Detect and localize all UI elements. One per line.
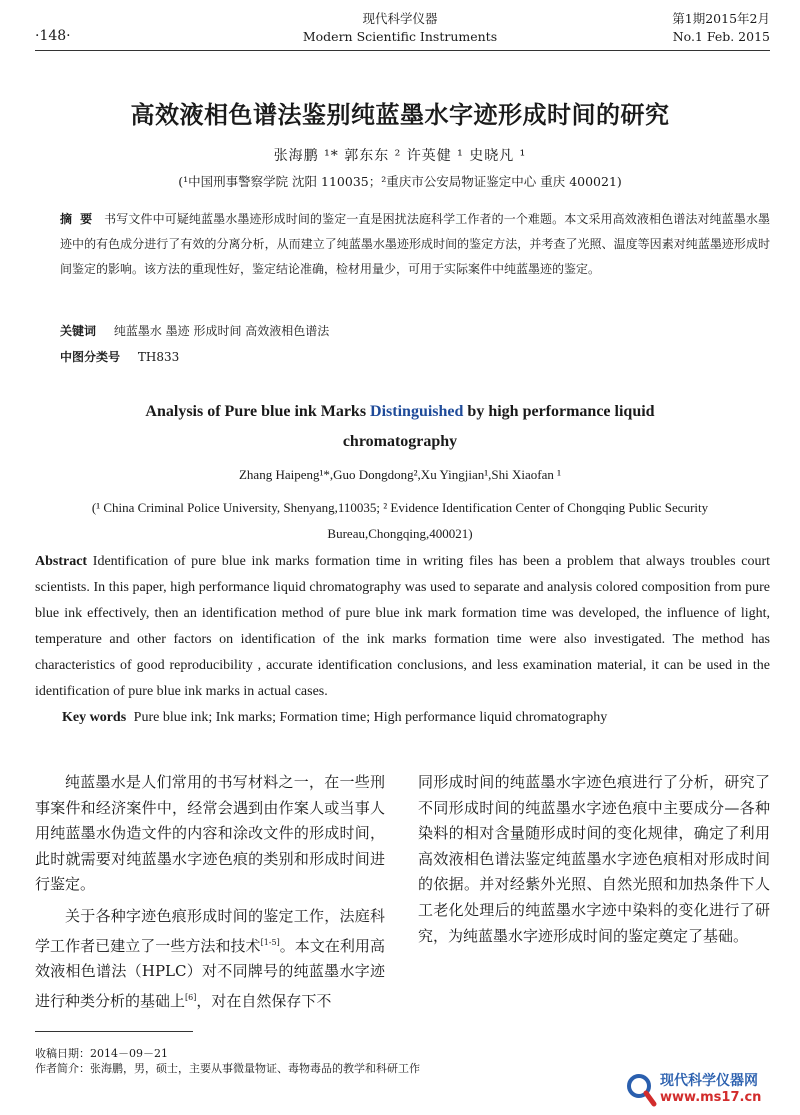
journal-name-cn: 现代科学仪器 [362,11,438,26]
affiliation-cn: (¹中国刑事警察学院 沈阳 110035；²重庆市公安局物证鉴定中心 重庆 400021) [178,174,622,189]
abstract-en-text: Identification of pure blue ink marks formation time in writing files has been a problem that always troubles court scientists. In this paper, high performance liquid chromatography was used to separate and analysis colored composition from pure blue ink effectively, then an identification method of pure blue ink mark formation time was developed, the influence of light, temperature and other factors on identification of the ink marks formation time were also investigated. The method has characteristics of good reproducibility , accurate identification conclusions, and less examination material, it can be used in the identification of pure blue ink marks in actual cases. [35,554,771,699]
body-text: 。本文在利用高效液相色谱法（HPLC）对不同牌号的纯蓝墨水字迹进行种类分析的基础上 [35,936,385,1010]
footnote-received: 收稿日期：2014－09－21 [35,1047,168,1060]
abstract-cn-label: 摘要 [60,212,101,226]
keywords-en-text: Pure blue ink; Ink marks; Formation time; High performance liquid chromatography [133,710,608,725]
issue-info [600,10,770,46]
classification-cn-text: TH833 [137,350,180,364]
authors-en: Zhang Haipeng¹*,Guo Dongdong²,Xu Yingjian¹,Shi Xiaofan ¹ [238,467,561,482]
watermark-text: 现代科学仪器网 [660,1073,758,1089]
affiliation-en: (¹ China Criminal Police University, Shenyang,110035; ² Evidence Identification Center of Chongqing Public Security Bureau,Chongqing,400021) [91,500,709,541]
watermark-logo [625,1068,795,1112]
body-column-right [418,770,770,949]
body-text: ，对在自然保存下不 [196,991,332,1010]
abstract-cn-text: 书写文件中可疑纯蓝墨水墨迹形成时间的鉴定一直是困扰法庭科学工作者的一个难题。本文采用高效液相色谱法对纯蓝墨水墨迹中的有色成分进行了有效的分离分析，从而建立了纯蓝墨水墨迹形成时间的鉴定方法，并考查了光照、温度等因素对纯蓝墨迹形成时间鉴定的影响。该方法的重现性好，鉴定结论准确，检材用量少，可用于实际案件中纯蓝墨迹的鉴定。 [60,212,770,276]
body-text: 关于各种字迹色痕形成时间的鉴定工作，法庭科学工作者已建立了一些方法和技术 [35,906,385,955]
authors-cn: 张海鹏 ¹* 郭东东 ² 许英健 ¹ 史晓凡 ¹ [273,148,527,164]
paper-title-cn: 高效液相色谱法鉴别纯蓝墨水字迹形成时间的研究 [130,100,670,129]
keywords-cn-label: 关键词 [60,324,97,338]
citation-ref: [1-5] [260,937,280,947]
keywords-en [62,710,607,726]
magnifier-icon [625,1072,657,1108]
paper-title-en [90,397,710,457]
footnote-author-bio: 作者简介：张海鹏，男，硕士，主要从事微量物证、毒物毒品的教学和科研工作 [35,1062,420,1075]
abstract-en [35,549,770,705]
footnote-rule [35,1031,193,1032]
body-paragraph [35,904,385,1014]
title-en-part1: Analysis of Pure blue ink Marks [145,403,371,420]
body-column-left [35,770,385,1014]
keywords-cn [60,322,329,339]
classification-cn [60,348,179,365]
body-paragraph: 纯蓝墨水是人们常用的书写材料之一，在一些刑事案件和经济案件中，经常会遇到由作案人或当事人用纯蓝墨水伪造文件的内容和涂改文件的形成时间，此时就需要对纯蓝墨水字迹色痕的类别和形成时间进行鉴定。 [35,773,385,894]
abstract-cn [60,207,770,282]
citation-ref: [6] [185,992,197,1002]
classification-cn-label: 中图分类号 [60,350,121,364]
page-number: ·148· [35,28,71,44]
keywords-cn-text: 纯蓝墨水 墨迹 形成时间 高效液相色谱法 [113,324,330,338]
abstract-en-label: Abstract [35,554,88,569]
header-rule [35,50,770,51]
body-paragraph: 同形成时间的纯蓝墨水字迹色痕进行了分析，研究了不同形成时间的纯蓝墨水字迹色痕中主要成分—各种染料的相对含量随形成时间的变化规律，确定了利用高效液相色谱法鉴定纯蓝墨水字迹色痕相对形成时间的依据。并对经紫外光照、自然光照和加热条件下人工老化处理后的纯蓝墨水字迹中染料的变化进行了研究，为纯蓝墨水字迹形成时间的鉴定奠定了基础。 [418,773,770,945]
title-en-highlight[interactable]: Distinguished [370,403,464,420]
journal-name-en: Modern Scientific Instruments [302,29,498,44]
issue-cn: 第1期2015年2月 [672,11,770,26]
keywords-en-label: Key words [62,710,127,725]
issue-en: No.1 Feb. 2015 [672,29,770,44]
watermark-url: www.ms17.cn [660,1090,762,1105]
title-en-part2: by high performance liquid chromatography [342,403,655,450]
